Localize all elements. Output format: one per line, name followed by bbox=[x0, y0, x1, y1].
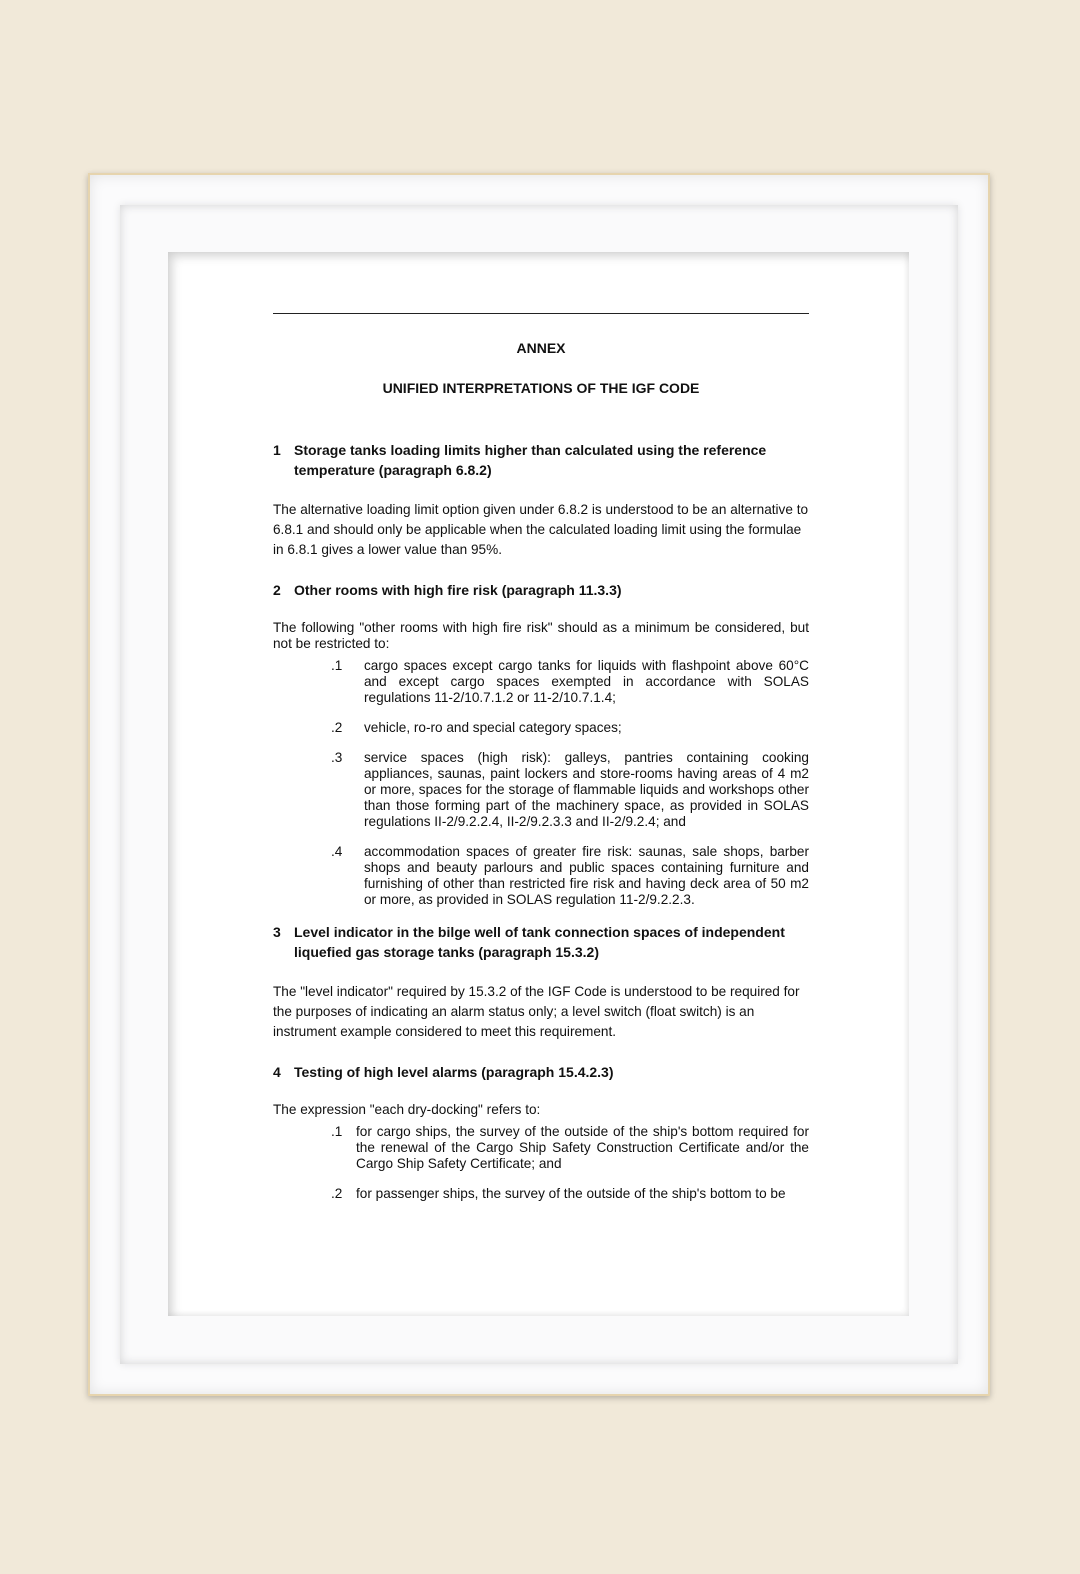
list-item bbox=[273, 1186, 809, 1206]
annex-label: ANNEX bbox=[516, 340, 566, 356]
top-rule bbox=[273, 313, 809, 314]
list-item-number: .3 bbox=[331, 750, 343, 765]
list-item bbox=[273, 1124, 809, 1172]
list-item-text: accommodation spaces of greater fire risk: saunas, sale shops, barber shops and beauty parlours and public spaces containing furniture and furnishing of other than restricted fire risk and having deck area of 50 m2 or more, as provided in SOLAS regulation 11-2/9.2.2.3. bbox=[364, 844, 809, 907]
list-item bbox=[273, 658, 809, 706]
section-intro: The following "other rooms with high fire risk" should as a minimum be considered, but not be restricted to: bbox=[273, 620, 809, 651]
section-heading bbox=[273, 440, 809, 480]
section-heading-text: Level indicator in the bilge well of tank connection spaces of independent liquefied gas storage tanks (paragraph 15.3.2) bbox=[294, 924, 785, 960]
list-item-text: cargo spaces except cargo tanks for liquids with flashpoint above 60°C and except cargo spaces exempted in accordance with SOLAS regulations 11-2/10.7.1.2 or 11-2/10.7.1.4; bbox=[364, 658, 809, 705]
section-heading bbox=[273, 922, 809, 962]
section-number: 1 bbox=[273, 442, 281, 458]
section-heading-text: Other rooms with high fire risk (paragraph 11.3.3) bbox=[294, 582, 622, 598]
section-number: 2 bbox=[273, 582, 281, 598]
list-item-number: .2 bbox=[331, 1186, 343, 1201]
document-content bbox=[273, 313, 809, 1220]
list-item-number: .1 bbox=[331, 1124, 343, 1139]
section-body: The alternative loading limit option given under 6.8.2 is understood to be an alternative to 6.8.1 and should only be applicable when the calculated loading limit using the formulae in 6.8.1 gives a lower value than 95%. bbox=[273, 502, 809, 557]
section-body: The "level indicator" required by 15.3.2 of the IGF Code is understood to be required for the purposes of indicating an alarm status only; a level switch (float switch) is an instrument example considered to meet this requirement. bbox=[273, 984, 800, 1039]
list-item-text: for cargo ships, the survey of the outside of the ship's bottom required for the renewal of the Cargo Ship Safety Construction Certificate and/or the Cargo Ship Safety Certificate; and bbox=[356, 1124, 809, 1171]
list-item-number: .1 bbox=[331, 658, 343, 673]
list-item bbox=[273, 844, 809, 908]
list-item-text: service spaces (high risk): galleys, pantries containing cooking appliances, saunas, paint lockers and store-rooms having areas of 4 m2 or more, spaces for the storage of flammable liquids and workshops other than those forming part of the machinery space, as provided in SOLAS regulations II-2/9.2.2.4, II-2/9.2.3.3 and II-2/9.2.4; and bbox=[364, 750, 809, 829]
section-number: 3 bbox=[273, 924, 281, 940]
section-intro: The expression "each dry-docking" refers to: bbox=[273, 1102, 541, 1117]
list-item-text: for passenger ships, the survey of the outside of the ship's bottom to be bbox=[356, 1186, 786, 1201]
section-number: 4 bbox=[273, 1064, 281, 1080]
list-item-text: vehicle, ro-ro and special category spaces; bbox=[364, 720, 622, 735]
section-item-list bbox=[273, 1124, 809, 1206]
list-item bbox=[273, 720, 809, 736]
section-item-list bbox=[273, 658, 809, 908]
section-heading bbox=[273, 1062, 809, 1082]
section-heading-text: Storage tanks loading limits higher than calculated using the reference temperature (paragraph 6.8.2) bbox=[294, 442, 767, 478]
document-title: UNIFIED INTERPRETATIONS OF THE IGF CODE bbox=[382, 380, 700, 396]
section-heading-text: Testing of high level alarms (paragraph 15.4.2.3) bbox=[294, 1064, 614, 1080]
list-item-number: .4 bbox=[331, 844, 343, 859]
list-item bbox=[273, 750, 809, 830]
section-heading bbox=[273, 580, 809, 600]
list-item-number: .2 bbox=[331, 720, 343, 735]
